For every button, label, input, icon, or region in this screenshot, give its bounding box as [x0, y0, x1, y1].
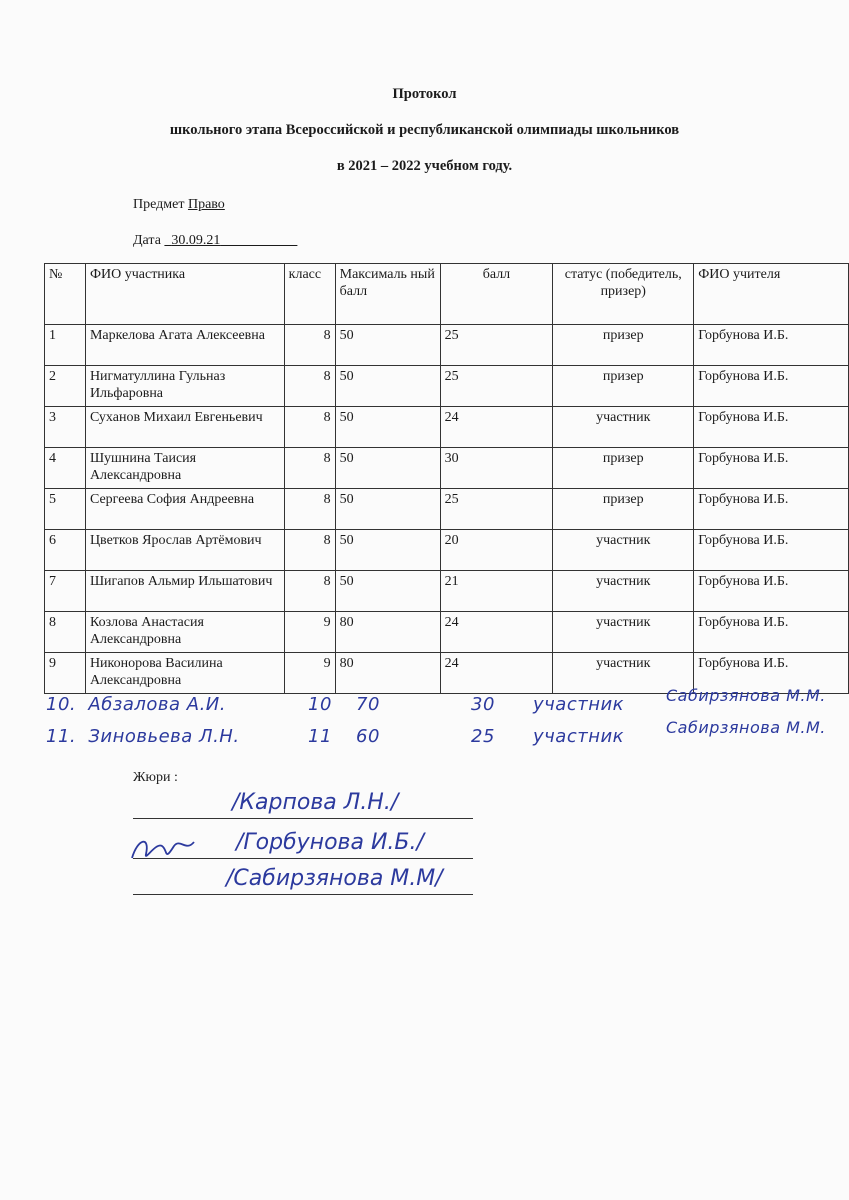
jury-signature-1: /Карпова Л.Н./ — [232, 790, 399, 815]
cell-teacher: Горбунова И.Б. — [694, 530, 849, 571]
cell-status: участник — [553, 530, 694, 571]
cell-class: 9 — [284, 653, 335, 694]
cell-class: 8 — [284, 448, 335, 489]
cell-teacher: Горбунова И.Б. — [694, 325, 849, 366]
signature-scribble-icon — [128, 832, 198, 866]
cell-num: 2 — [45, 366, 86, 407]
cell-status: призер — [553, 366, 694, 407]
jury-signature-2: /Горбунова И.Б./ — [236, 830, 424, 855]
subject-label: Предмет — [133, 197, 185, 212]
table-row — [45, 407, 849, 448]
cell-fio: Суханов Михаил Евгеньевич — [85, 407, 284, 448]
cell-max: 50 — [335, 325, 440, 366]
cell-num: 4 — [45, 448, 86, 489]
cell-class: 8 — [284, 366, 335, 407]
table-row — [45, 612, 849, 653]
table-row — [45, 489, 849, 530]
cell-status: участник — [553, 612, 694, 653]
jury-signature-3: /Сабирзянова М.М/ — [226, 866, 443, 891]
cell-max: 50 — [335, 448, 440, 489]
signature-line — [133, 894, 473, 895]
cell-score: 25 — [440, 325, 553, 366]
cell-class: 8 — [284, 530, 335, 571]
cell-score: 25 — [440, 489, 553, 530]
doc-title: Протокол — [392, 86, 457, 102]
cell-max: 80 — [335, 612, 440, 653]
cell-class: 8 — [284, 407, 335, 448]
cell-num: 5 — [45, 489, 86, 530]
header-class: класс — [284, 264, 335, 325]
cell-score: 30 — [440, 448, 553, 489]
doc-subtitle: школьного этапа Всероссийской и республиканской олимпиады школьников — [169, 122, 680, 138]
cell-max: 50 — [335, 407, 440, 448]
header-num: № — [45, 264, 86, 325]
subject-line — [133, 197, 225, 213]
header-teacher: ФИО учителя — [694, 264, 849, 325]
cell-num: 1 — [45, 325, 86, 366]
doc-year: в 2021 – 2022 учебном году. — [336, 158, 513, 174]
header-max: Максималь ный балл — [335, 264, 440, 325]
cell-num: 8 — [45, 612, 86, 653]
cell-teacher: Горбунова И.Б. — [694, 366, 849, 407]
cell-fio: Шигапов Альмир Ильшатович — [85, 571, 284, 612]
cell-fio: Никонорова Василина Александровна — [85, 653, 284, 694]
signature-line — [133, 858, 473, 859]
cell-status: участник — [553, 571, 694, 612]
cell-score: 24 — [440, 653, 553, 694]
table-header-row — [45, 264, 849, 325]
cell-status: участник — [553, 407, 694, 448]
header-status: статус (победитель, призер) — [553, 264, 694, 325]
cell-num: 7 — [45, 571, 86, 612]
signature-line — [133, 818, 473, 819]
date-line — [133, 233, 297, 249]
cell-class: 9 — [284, 612, 335, 653]
table-row — [45, 530, 849, 571]
cell-score: 24 — [440, 407, 553, 448]
cell-status: участник — [553, 653, 694, 694]
cell-fio: Шушнина Таисия Александровна — [85, 448, 284, 489]
cell-score: 20 — [440, 530, 553, 571]
cell-teacher: Горбунова И.Б. — [694, 448, 849, 489]
cell-max: 80 — [335, 653, 440, 694]
cell-score: 25 — [440, 366, 553, 407]
cell-status: призер — [553, 325, 694, 366]
cell-status: призер — [553, 448, 694, 489]
table-row — [45, 366, 849, 407]
date-value: 30.09.21 — [171, 233, 221, 248]
date-label: Дата — [133, 233, 161, 248]
cell-fio: Козлова Анастасия Александровна — [85, 612, 284, 653]
table-row — [45, 325, 849, 366]
cell-class: 8 — [284, 571, 335, 612]
cell-class: 8 — [284, 489, 335, 530]
cell-teacher: Горбунова И.Б. — [694, 653, 849, 694]
cell-fio: Цветков Ярослав Артёмович — [85, 530, 284, 571]
cell-num: 3 — [45, 407, 86, 448]
cell-fio: Нигматуллина Гульназ Ильфаровна — [85, 366, 284, 407]
handwritten-row: 10. Абзалова А.И. 10 70 30 участник Сабирзянова М.М. — [46, 686, 826, 715]
cell-num: 9 — [45, 653, 86, 694]
cell-max: 50 — [335, 571, 440, 612]
cell-max: 50 — [335, 489, 440, 530]
cell-class: 8 — [284, 325, 335, 366]
cell-teacher: Горбунова И.Б. — [694, 489, 849, 530]
cell-fio: Сергеева София Андреевна — [85, 489, 284, 530]
handwritten-row: 11. Зиновьева Л.Н. 11 60 25 участник Сабирзянова М.М. — [46, 718, 826, 747]
cell-max: 50 — [335, 530, 440, 571]
cell-teacher: Горбунова И.Б. — [694, 612, 849, 653]
table-row — [45, 448, 849, 489]
jury-label: Жюри : — [133, 770, 178, 785]
cell-status: призер — [553, 489, 694, 530]
header-fio: ФИО участника — [85, 264, 284, 325]
table-row — [45, 571, 849, 612]
cell-teacher: Горбунова И.Б. — [694, 571, 849, 612]
results-table — [44, 263, 849, 694]
subject-value: Право — [187, 197, 225, 212]
cell-teacher: Горбунова И.Б. — [694, 407, 849, 448]
cell-score: 21 — [440, 571, 553, 612]
cell-num: 6 — [45, 530, 86, 571]
cell-fio: Маркелова Агата Алексеевна — [85, 325, 284, 366]
cell-max: 50 — [335, 366, 440, 407]
cell-score: 24 — [440, 612, 553, 653]
header-score: балл — [440, 264, 553, 325]
